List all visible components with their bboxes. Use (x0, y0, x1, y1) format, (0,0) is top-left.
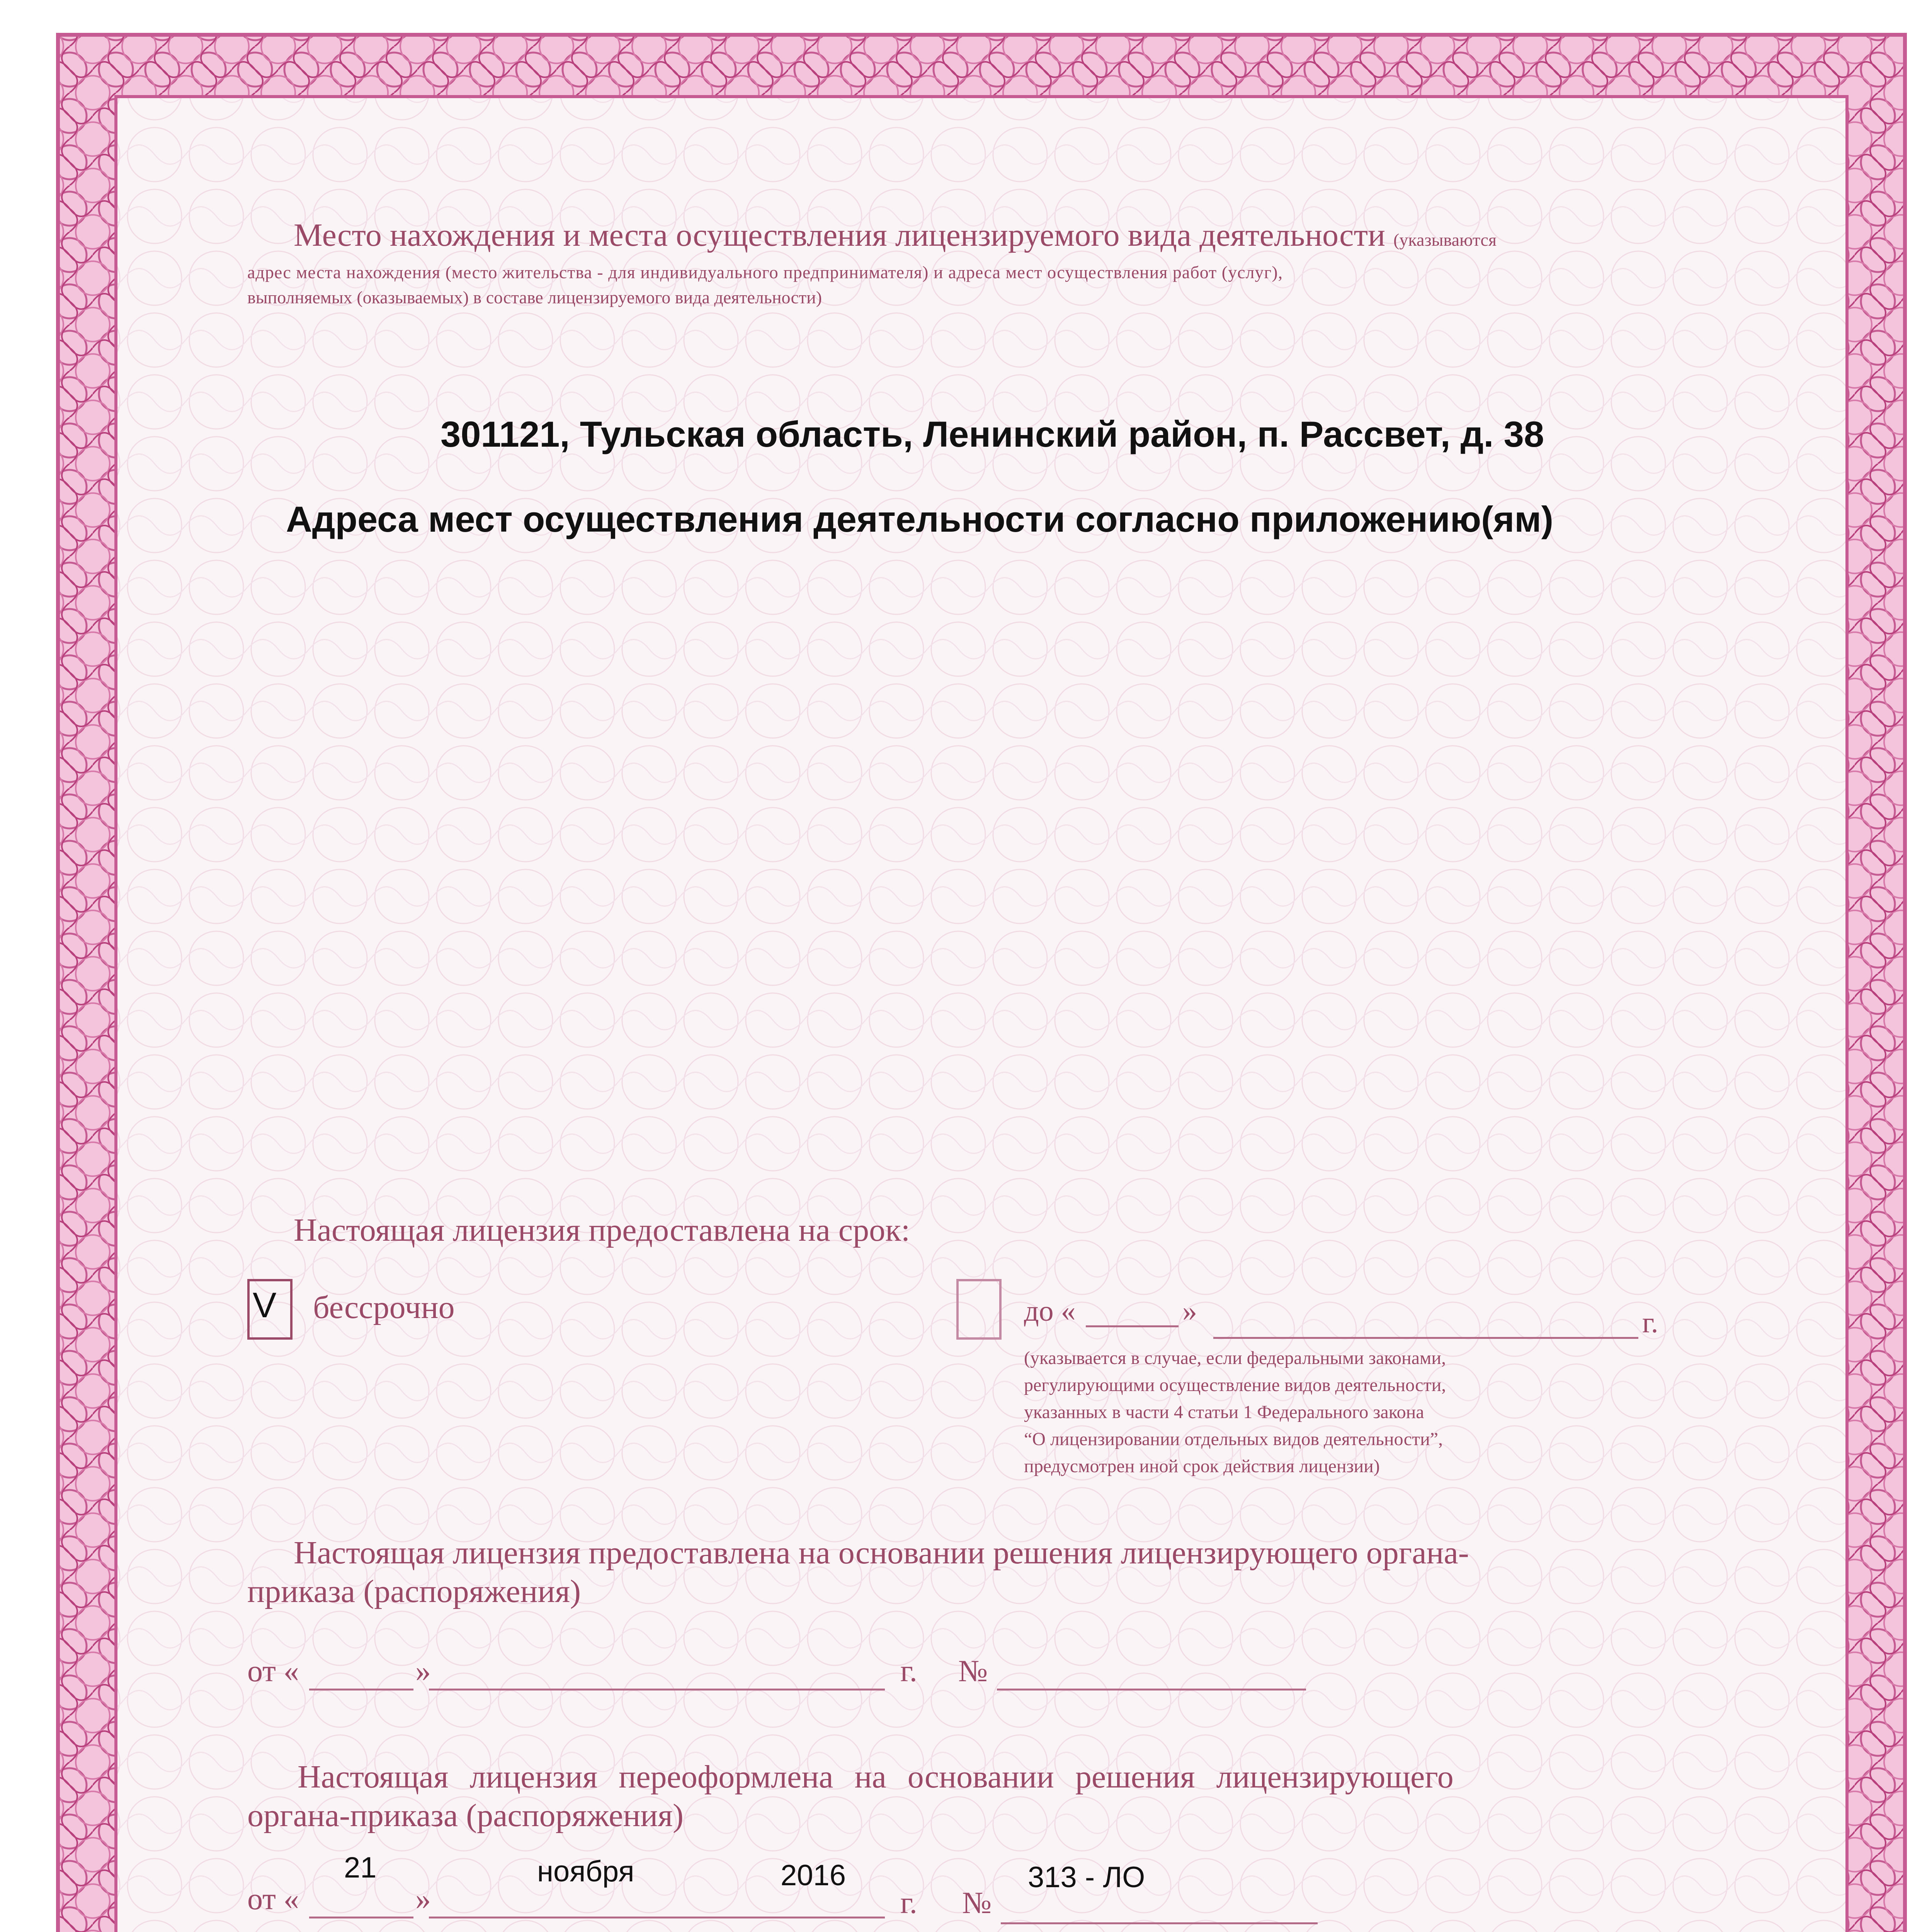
activity-places-note: Адреса мест осуществления деятельности согласно приложению(ям) (286, 499, 1554, 539)
term-note-line-2: регулирующими осуществление видов деятельности, (1024, 1375, 1446, 1395)
address-heading-note-3: выполняемых (оказываемых) в составе лицензируемого вида деятельности) (247, 287, 822, 307)
term-intro: Настоящая лицензия предоставлена на срок: (294, 1212, 910, 1248)
basis-quote: » (415, 1654, 431, 1688)
unlimited-checkbox[interactable] (247, 1279, 293, 1340)
term-note (1024, 1345, 1662, 1480)
basis-date-line (429, 1689, 885, 1690)
reissue-day-line (309, 1917, 413, 1918)
reissue-date-line (429, 1917, 885, 1918)
reissue-number-label: № (962, 1886, 992, 1920)
reissue-month: ноября (537, 1855, 634, 1888)
check-mark: V (253, 1286, 277, 1325)
reissue-text-2: органа-приказа (распоряжения) (247, 1798, 684, 1833)
address-heading-note: (указываются (1393, 230, 1497, 250)
until-year-suffix: г. (1642, 1306, 1658, 1339)
basis-text-2: приказа (распоряжения) (247, 1573, 581, 1609)
address-heading-note-2: адрес места нахождения (место жительства - для индивидуального предпринимателя) и адреса мест осуществления работ (услуг), (247, 262, 1283, 282)
basis-year-suffix: г. (900, 1654, 917, 1688)
until-date-line (1213, 1337, 1638, 1339)
basis-from-label: от « (247, 1654, 299, 1688)
until-quote: » (1182, 1295, 1197, 1327)
reissue-number-line (1001, 1922, 1318, 1924)
term-note-line-5: предусмотрен иной срок действия лицензии) (1024, 1456, 1380, 1476)
term-note-line-3: указанных в части 4 статьи 1 Федерального закона (1024, 1402, 1424, 1422)
term-note-line-1: (указывается в случае, если федеральными законами, (1024, 1348, 1446, 1368)
until-checkbox[interactable] (956, 1279, 1002, 1340)
basis-number-label: № (958, 1654, 988, 1688)
reissue-number: 313 - ЛО (1028, 1861, 1145, 1894)
basis-number-line (997, 1689, 1306, 1690)
reissue-year-suffix: г. (900, 1886, 917, 1920)
reissue-quote: » (415, 1882, 431, 1916)
address-heading: Место нахождения и места осуществления лицензируемого вида деятельности (294, 217, 1386, 253)
reissue-text-1: Настоящая лицензия переоформлена на основании решения лицензирующего (298, 1759, 1454, 1795)
reissue-year: 2016 (781, 1859, 846, 1892)
reissue-day: 21 (344, 1851, 377, 1884)
reissue-from-label: от « (247, 1882, 299, 1916)
until-day-line (1086, 1325, 1179, 1327)
until-prefix: до « (1024, 1295, 1076, 1327)
term-note-line-4: “О лицензировании отдельных видов деятельности”, (1024, 1429, 1443, 1449)
basis-text-1: Настоящая лицензия предоставлена на основании решения лицензирующего органа- (294, 1535, 1469, 1571)
unlimited-label: бессрочно (313, 1289, 455, 1325)
organization-address: 301121, Тульская область, Ленинский район, п. Рассвет, д. 38 (440, 414, 1544, 454)
basis-day-line (309, 1689, 413, 1690)
